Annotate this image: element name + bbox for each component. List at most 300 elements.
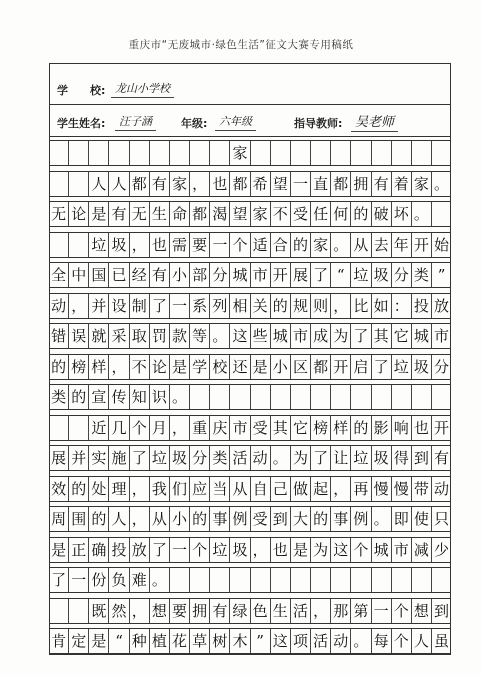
grid-cell: 即 — [392, 507, 412, 531]
grid-cell: 一 — [170, 538, 190, 562]
grid-cell: 类 — [49, 385, 69, 409]
grid-cell: ： — [392, 294, 412, 318]
grid-cell: 。 — [331, 233, 351, 257]
grid-cell: 的 — [69, 385, 89, 409]
grid-cell: 的 — [291, 233, 311, 257]
grid-cell: 重 — [190, 416, 210, 440]
grid-cell: 样 — [89, 355, 109, 379]
grid-cell: 们 — [170, 477, 190, 501]
grid-cell — [271, 568, 291, 592]
grid-cell: 少 — [434, 540, 450, 559]
grid-cell: 。 — [271, 446, 291, 470]
grid-cell: 其 — [372, 324, 392, 348]
grid-cell: 望 — [230, 202, 250, 226]
grid-cell: 起 — [311, 477, 331, 501]
grid-cell — [412, 385, 432, 409]
grid-cell: 开 — [331, 355, 351, 379]
grid-cell: 有 — [150, 263, 170, 287]
grid-cell — [372, 385, 392, 409]
grid-cell — [331, 568, 351, 592]
grid-cell: 个 — [230, 233, 250, 257]
grid-cell: 了 — [311, 263, 331, 287]
grid-cell: 事 — [331, 507, 351, 531]
grid-row — [49, 537, 451, 563]
grid-cell: 直 — [311, 172, 331, 196]
grid-cell: 减 — [412, 538, 432, 562]
grid-cell: 要 — [190, 233, 210, 257]
grid-cell: 分 — [190, 446, 210, 470]
grid-cell: 家 — [412, 172, 432, 196]
grid-cell — [432, 202, 451, 226]
paper-header-title: 重庆市“无废城市·绿色生活”征文大赛专用稿纸 — [128, 39, 354, 51]
grid-cell: 受 — [251, 416, 271, 440]
grid-cell: 使 — [412, 507, 432, 531]
grid-row — [49, 384, 451, 410]
grid-cell: 树 — [210, 629, 230, 653]
grid-cell — [210, 568, 230, 592]
grid-cell: 无 — [49, 202, 69, 226]
grid-cell: 是 — [251, 355, 271, 379]
grid-cell — [251, 385, 271, 409]
grid-cell: ” — [437, 266, 446, 284]
grid-row — [49, 354, 451, 380]
grid-cell: 家 — [251, 202, 271, 226]
grid-cell: 己 — [271, 477, 291, 501]
grid-cell: 了 — [49, 568, 69, 592]
grade-value: 六年级 — [215, 113, 256, 131]
grid-cell: 宣 — [89, 385, 109, 409]
grid-cell: 例 — [351, 507, 371, 531]
grid-cell: 负 — [109, 568, 129, 592]
grid-cell — [311, 385, 331, 409]
grid-cell: ， — [251, 538, 271, 562]
grid-cell: 人 — [109, 172, 129, 196]
grid-cell: 圾 — [412, 355, 432, 379]
grid-cell: 小 — [170, 263, 190, 287]
grid-cell — [372, 141, 392, 165]
grid-cell: 再 — [351, 477, 371, 501]
grid-cell: 就 — [89, 324, 109, 348]
grid-cell — [69, 141, 89, 165]
grid-cell: 经 — [130, 263, 150, 287]
grid-cell — [190, 568, 210, 592]
grid-cell — [331, 385, 351, 409]
grid-cell: 并 — [89, 294, 109, 318]
grid-cell — [251, 568, 271, 592]
grid-cell: 榜 — [311, 416, 331, 440]
school-row — [49, 73, 451, 105]
grid-cell — [372, 568, 392, 592]
grid-row — [49, 201, 451, 227]
grid-cell: 圾 — [109, 233, 129, 257]
grid-cell: 展 — [291, 263, 311, 287]
grid-cell — [311, 568, 331, 592]
grid-cell: 取 — [130, 324, 150, 348]
grid-cell: 动 — [434, 479, 450, 498]
grid-cell: 是 — [49, 538, 69, 562]
grid-cell: ， — [331, 477, 351, 501]
grid-cell: 这 — [271, 629, 291, 653]
grid-cell: 识 — [150, 385, 170, 409]
grid-cell: 正 — [69, 538, 89, 562]
grid-cell: 是 — [170, 355, 190, 379]
grid-cell: 让 — [331, 446, 351, 470]
grid-cell: 款 — [170, 324, 190, 348]
grid-cell — [392, 141, 412, 165]
grid-cell: 想 — [412, 599, 432, 623]
grid-cell: 启 — [351, 355, 371, 379]
grid-cell: 圾 — [230, 538, 250, 562]
grid-row — [49, 415, 451, 441]
grid-cell: 人 — [412, 629, 432, 653]
grid-cell: 既 — [89, 599, 109, 623]
grid-cell: 个 — [392, 629, 412, 653]
grid-cell: 还 — [230, 355, 250, 379]
grid-cell: 。 — [170, 385, 190, 409]
grid-cell: 了 — [150, 538, 170, 562]
grid-cell: 制 — [130, 294, 150, 318]
grid-cell: 自 — [251, 477, 271, 501]
grid-cell — [432, 385, 451, 409]
grid-cell: 投 — [412, 294, 432, 318]
grid-cell: 虽 — [434, 632, 450, 650]
teacher-label: 指导教师: — [294, 117, 343, 130]
grid-cell: 误 — [69, 324, 89, 348]
grid-cell: 了 — [130, 446, 150, 470]
grid-cell: 一 — [170, 294, 190, 318]
grid-cell: 了 — [372, 355, 392, 379]
grid-cell: 植 — [150, 629, 170, 653]
grid-cell: 大 — [291, 507, 311, 531]
grid-cell: 做 — [291, 477, 311, 501]
grid-cell: ， — [130, 233, 150, 257]
grid-cell: 有 — [210, 599, 230, 623]
grid-cell: 系 — [190, 294, 210, 318]
grid-cell: 绿 — [230, 599, 250, 623]
grid-cell: 实 — [89, 446, 109, 470]
grid-cell: 拥 — [190, 599, 210, 623]
grid-cell — [432, 568, 451, 592]
grid-cell: 都 — [230, 172, 250, 196]
student-name-value: 汪子涵 — [115, 113, 156, 131]
student-row — [49, 105, 451, 137]
grid-cell: 一 — [69, 568, 89, 592]
grid-cell: 都 — [311, 355, 331, 379]
grid-cell: 受 — [251, 507, 271, 531]
grid-cell: 垃 — [351, 263, 371, 287]
grid-cell: 色 — [251, 599, 271, 623]
grid-cell: 圾 — [170, 446, 190, 470]
grid-cell: 想 — [150, 599, 170, 623]
grid-cell: 家 — [230, 141, 250, 165]
grid-cell: 家 — [170, 172, 190, 196]
grid-cell: 活 — [291, 599, 311, 623]
grid-cell: ， — [109, 355, 129, 379]
grid-cell: 慢 — [372, 477, 392, 501]
grid-cell: ， — [170, 416, 190, 440]
grid-cell — [392, 385, 412, 409]
grid-cell: 近 — [89, 416, 109, 440]
grid-cell: 为 — [311, 538, 331, 562]
grid-cell — [331, 141, 351, 165]
grid-cell: 有 — [109, 202, 129, 226]
grid-cell: 部 — [190, 263, 210, 287]
grid-cell: 效 — [49, 477, 69, 501]
grid-cell: 年 — [392, 233, 412, 257]
grid-cell — [130, 141, 150, 165]
grid-cell: 个 — [190, 538, 210, 562]
grid-cell: 的 — [351, 202, 371, 226]
grid-cell: 始 — [434, 235, 450, 254]
grid-cell: 个 — [351, 538, 371, 562]
grid-cell: 每 — [372, 629, 392, 653]
grid-cell: 市 — [392, 538, 412, 562]
grid-cell — [89, 141, 109, 165]
grid-cell: 它 — [392, 324, 412, 348]
grid-cell: 庆 — [210, 416, 230, 440]
grid-cell: ， — [130, 599, 150, 623]
grid-cell: 着 — [392, 172, 412, 196]
grid-cell: 等 — [190, 324, 210, 348]
grid-cell: 处 — [89, 477, 109, 501]
grid-cell: 施 — [109, 446, 129, 470]
grid-cell — [291, 568, 311, 592]
grid-cell: 也 — [412, 416, 432, 440]
grid-cell: 论 — [150, 355, 170, 379]
grid-cell: ， — [130, 477, 150, 501]
grid-cell: 放 — [130, 538, 150, 562]
grid-cell: 已 — [109, 263, 129, 287]
grid-cell: 全 — [49, 263, 69, 287]
grid-cell: 开 — [412, 233, 432, 257]
grid-cell: 些 — [251, 324, 271, 348]
grid-cell — [190, 141, 210, 165]
grid-cell: 得 — [392, 446, 412, 470]
grid-cell: 个 — [392, 599, 412, 623]
grid-cell: 城 — [372, 538, 392, 562]
grid-row — [49, 171, 451, 197]
grid-cell — [311, 141, 331, 165]
grid-cell: 榜 — [69, 355, 89, 379]
grid-cell: 如 — [372, 294, 392, 318]
grid-cell — [271, 141, 291, 165]
grid-cell: 到 — [434, 601, 450, 620]
grid-cell: 传 — [109, 385, 129, 409]
grid-cell: 第 — [351, 599, 371, 623]
grid-cell — [49, 141, 69, 165]
grid-cell: 为 — [331, 324, 351, 348]
grid-cell: ” — [251, 629, 271, 653]
grid-cell: 定 — [69, 629, 89, 653]
grid-row — [49, 262, 451, 288]
school-value: 龙山小学校 — [111, 80, 174, 98]
grid-cell: 。 — [434, 174, 450, 193]
grid-cell: 都 — [331, 172, 351, 196]
grid-cell: 我 — [150, 477, 170, 501]
grid-row — [49, 140, 451, 166]
grid-cell: 规 — [291, 294, 311, 318]
grid-cell: 需 — [170, 233, 190, 257]
grid-row — [49, 323, 451, 349]
grid-cell: 这 — [230, 324, 250, 348]
grid-cell — [69, 416, 89, 440]
grid-cell: 一 — [372, 599, 392, 623]
grid-cell: 学 — [190, 355, 210, 379]
grid-cell: 开 — [271, 263, 291, 287]
grid-cell: 城 — [412, 324, 432, 348]
grid-cell: 要 — [170, 599, 190, 623]
grid-cell: 市 — [251, 263, 271, 287]
grid-cell: 市 — [230, 416, 250, 440]
grid-cell: 何 — [331, 202, 351, 226]
grid-cell — [230, 568, 250, 592]
grid-cell: 的 — [311, 507, 331, 531]
grid-cell — [69, 172, 89, 196]
grid-cell — [49, 233, 69, 257]
teacher-value: 吴老师 — [351, 111, 398, 132]
grade-label: 年级: — [181, 117, 208, 130]
grid-cell: 然 — [109, 599, 129, 623]
grid-cell: 人 — [109, 507, 129, 531]
grid-cell: 的 — [49, 355, 69, 379]
grid-cell: 木 — [230, 629, 250, 653]
grid-cell — [210, 141, 230, 165]
grid-row — [49, 445, 451, 471]
grid-cell: 相 — [230, 294, 250, 318]
grid-row — [49, 567, 451, 593]
grid-cell: 慢 — [392, 477, 412, 501]
grid-cell: 有 — [150, 172, 170, 196]
grid-cell: 也 — [271, 538, 291, 562]
grid-cell: 草 — [190, 629, 210, 653]
grid-cell: 都 — [130, 172, 150, 196]
grid-cell: 了 — [150, 294, 170, 318]
grid-cell: 有 — [372, 172, 392, 196]
grid-cell — [351, 385, 371, 409]
grid-cell: 命 — [170, 202, 190, 226]
grid-cell — [69, 599, 89, 623]
grid-cell: 希 — [251, 172, 271, 196]
grid-cell: 响 — [392, 416, 412, 440]
grid-cell: 事 — [210, 507, 230, 531]
grid-cell: 中 — [69, 263, 89, 287]
grid-cell: ， — [69, 294, 89, 318]
grid-cell: 生 — [271, 599, 291, 623]
grid-cell: 合 — [271, 233, 291, 257]
grid-cell: 错 — [49, 324, 69, 348]
grid-cell: 无 — [130, 202, 150, 226]
grid-cell: 。 — [372, 507, 392, 531]
grid-cell: 从 — [150, 507, 170, 531]
grid-cell: 一 — [210, 233, 230, 257]
grid-cell: 的 — [69, 477, 89, 501]
grid-cell: 并 — [69, 446, 89, 470]
grid-row — [49, 293, 451, 319]
grid-cell: 开 — [434, 418, 450, 437]
grid-cell: 其 — [271, 416, 291, 440]
grid-cell: 只 — [434, 510, 450, 528]
grid-cell — [150, 141, 170, 165]
grid-row — [49, 506, 451, 532]
grid-cell: 拥 — [351, 172, 371, 196]
grid-cell: 坏 — [392, 202, 412, 226]
grid-cell: 破 — [372, 202, 392, 226]
grid-cell: “ — [109, 629, 129, 653]
grid-cell: 知 — [130, 385, 150, 409]
grid-cell: 从 — [351, 233, 371, 257]
grid-cell: 关 — [251, 294, 271, 318]
grid-cell: 都 — [190, 202, 210, 226]
grid-cell: 。 — [412, 202, 432, 226]
grid-cell: 例 — [230, 507, 250, 531]
grid-cell: 动 — [331, 629, 351, 653]
grid-cell: 花 — [170, 629, 190, 653]
grid-cell: 种 — [130, 629, 150, 653]
school-label: 学 校: — [57, 84, 106, 97]
grid-cell: 城 — [271, 324, 291, 348]
grid-cell: 动 — [49, 294, 69, 318]
grid-cell: 应 — [190, 477, 210, 501]
grid-cell — [432, 141, 451, 165]
grid-cell — [412, 568, 432, 592]
grid-cell: 设 — [109, 294, 129, 318]
grid-cell: 月 — [150, 416, 170, 440]
grid-cell — [251, 141, 271, 165]
grid-cell — [170, 568, 190, 592]
grid-cell: 分 — [392, 263, 412, 287]
grid-cell: ， — [331, 294, 351, 318]
grid-cell: 垃 — [150, 446, 170, 470]
grid-cell: 展 — [49, 446, 69, 470]
grid-cell: 垃 — [351, 446, 371, 470]
grid-cell — [190, 385, 210, 409]
grid-cell: 去 — [372, 233, 392, 257]
grid-cell: 论 — [69, 202, 89, 226]
grid-cell: ， — [311, 599, 331, 623]
grid-cell — [291, 141, 311, 165]
grid-cell: 列 — [210, 294, 230, 318]
grid-cell: 动 — [251, 446, 271, 470]
grid-cell: 难 — [130, 568, 150, 592]
grid-cell: 人 — [89, 172, 109, 196]
grid-cell — [49, 599, 69, 623]
grid-cell: 类 — [210, 446, 230, 470]
grid-cell: 从 — [230, 477, 250, 501]
grid-cell — [412, 141, 432, 165]
grid-cell: “ — [331, 263, 351, 287]
grid-cell: 当 — [210, 477, 230, 501]
grid-cell: 区 — [291, 355, 311, 379]
grid-cell — [49, 416, 69, 440]
grid-cell: 不 — [271, 202, 291, 226]
grid-cell: 的 — [351, 416, 371, 440]
grid-cell: 。 — [351, 629, 371, 653]
grid-cell: 受 — [291, 202, 311, 226]
grid-cell — [210, 385, 230, 409]
grid-cell: 带 — [412, 477, 432, 501]
grid-cell: 也 — [150, 233, 170, 257]
grid-cell: 影 — [372, 416, 392, 440]
grid-cell: 小 — [271, 355, 291, 379]
grid-cell: 则 — [311, 294, 331, 318]
grid-cell: 活 — [230, 446, 250, 470]
grid-cell: 一 — [291, 172, 311, 196]
grid-cell: 垃 — [392, 355, 412, 379]
grid-cell: 城 — [230, 263, 250, 287]
grid-cell: 那 — [331, 599, 351, 623]
grid-cell: 圾 — [372, 263, 392, 287]
grid-cell: 类 — [412, 263, 432, 287]
